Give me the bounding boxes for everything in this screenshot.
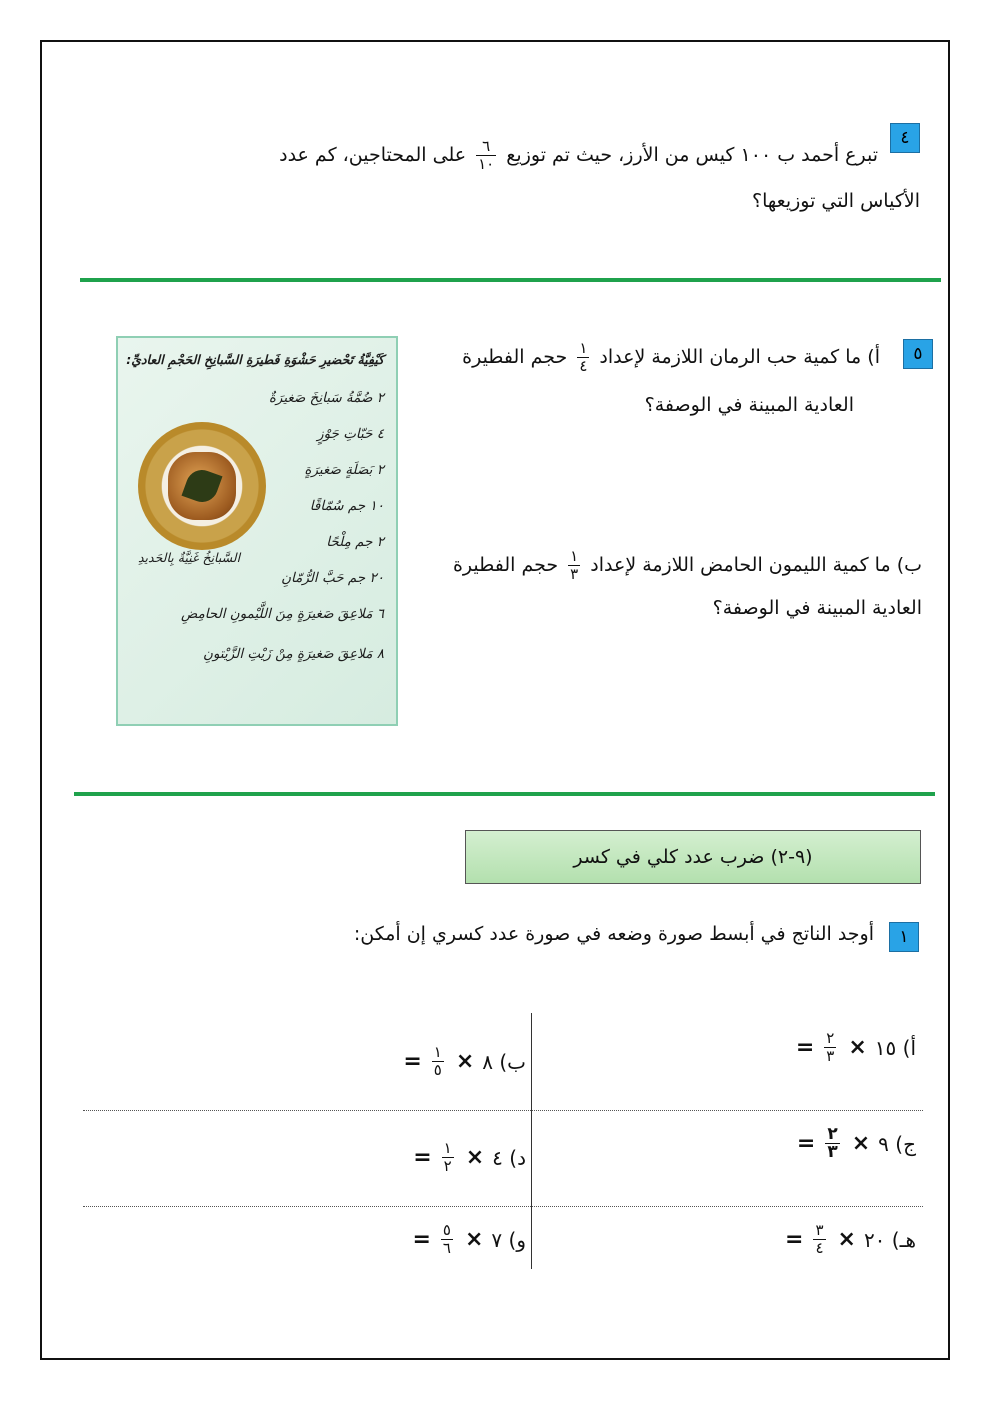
exercise-c: = $\frac{٢}{٣}$ × ٩ ج) xyxy=(796,1124,916,1162)
exercise-e: = $\frac{٣}{٤}$ × ٢٠ هـ) xyxy=(785,1221,916,1257)
grid-row-divider xyxy=(83,1110,923,1111)
q5b-label: ب) xyxy=(896,554,922,576)
recipe-ingredient: ٨ مَلاعِقَ صَغيرَةٍ مِنْ زَيْتِ الزَّيْتونِ xyxy=(203,646,384,662)
exercise-f-fraction: $\frac{٥}{٦}$ xyxy=(442,1221,451,1257)
recipe-ingredient: ٤ حَبّاتِ جَوْزٍ xyxy=(317,426,384,442)
exercise-d: = $\frac{١}{٢}$ × ٤ د) xyxy=(413,1139,526,1175)
exercise-a: = $\frac{٢}{٣}$ × ١٥ أ) xyxy=(795,1029,916,1065)
question-5a-line2: العادية المبينة في الوصفة؟ xyxy=(644,394,854,416)
question-4-number: ٤ xyxy=(890,123,920,153)
q4-text-before: تبرع أحمد ب ١٠٠ كيس من الأرز، حيث تم توزيع xyxy=(506,144,878,166)
q5a-text-before: ما كمية حب الرمان اللازمة لإعداد xyxy=(599,346,862,368)
q4-fraction: $\frac{٦}{١٠}$ xyxy=(478,137,495,173)
question-5-number: ٥ xyxy=(903,339,933,369)
recipe-ingredient: ٢ جم مِلْحًا xyxy=(326,534,384,550)
recipe-ingredient: ٦ مَلاعِقَ صَغيرَةٍ مِنَ اللَّيْمونِ الحامِضِ xyxy=(181,606,384,622)
divider-2 xyxy=(74,792,935,796)
exercise-b: = $\frac{١}{٥}$ × ٨ ب) xyxy=(403,1043,526,1079)
question-1-number: ١ xyxy=(889,922,919,952)
grid-row-divider xyxy=(83,1206,923,1207)
divider-1 xyxy=(80,278,941,282)
q5a-text-after: حجم الفطيرة xyxy=(462,346,568,368)
question-5a-line1 xyxy=(462,340,880,375)
q5b-text-after: حجم الفطيرة xyxy=(452,554,559,576)
exercise-a-fraction: $\frac{٢}{٣}$ xyxy=(826,1029,835,1065)
q5b-text-before: ما كمية الليمون الحامض اللازمة لإعداد xyxy=(590,554,891,576)
question-4-line1 xyxy=(279,138,878,173)
recipe-ingredient: ٢ ضُمَّةُ سَبانِخَ صَغيرَةٌ xyxy=(268,390,384,406)
recipe-title: كَيْفِيَّةُ تَحْضيرِ حَشْوَةِ فَطيرَةِ السَّبانِخِ الحَجْمِ العاديِّ: xyxy=(126,352,384,367)
exercise-f: = $\frac{٥}{٦}$ × ٧ و) xyxy=(412,1221,526,1257)
q5a-fraction: $\frac{١}{٤}$ xyxy=(579,339,588,375)
pastry-plate-image xyxy=(138,422,266,550)
question-4-line2: الأكياس التي توزيعها؟ xyxy=(752,190,920,212)
question-5b-line2: العادية المبينة في الوصفة؟ xyxy=(712,597,922,619)
exercise-e-fraction: $\frac{٣}{٤}$ xyxy=(815,1221,824,1257)
exercise-b-fraction: $\frac{١}{٥}$ xyxy=(433,1043,442,1079)
question-1-instruction: أوجد الناتج في أبسط صورة وضعه في صورة عدد كسري إن أمكن: xyxy=(353,923,874,945)
recipe-card xyxy=(116,336,398,726)
section-title: (٩-٢) ضرب عدد كلي في كسر xyxy=(465,830,921,884)
exercise-d-fraction: $\frac{١}{٢}$ xyxy=(443,1139,452,1175)
q4-text-after: على المحتاجين، كم عدد xyxy=(279,144,467,166)
q5b-fraction: $\frac{١}{٣}$ xyxy=(570,547,579,583)
recipe-ingredient: ٢ بَصَلَةٍ صَغيرَةٍ xyxy=(304,462,384,478)
exercise-c-fraction: $\frac{٢}{٣}$ xyxy=(827,1124,838,1162)
recipe-ingredient: ١٠ جم سُمّاقًا xyxy=(309,498,384,514)
question-5b-line1 xyxy=(453,548,922,583)
spinach-pastry-image xyxy=(168,452,236,520)
recipe-ingredient: ٢٠ جم حَبَّ الرُّمّانِ xyxy=(281,570,384,586)
q5a-label: أ) xyxy=(867,346,880,368)
recipe-caption: السَّبانِخُ غَنِيَّةٌ بِالحَديدِ xyxy=(138,550,241,565)
grid-vertical-line xyxy=(531,1013,532,1269)
